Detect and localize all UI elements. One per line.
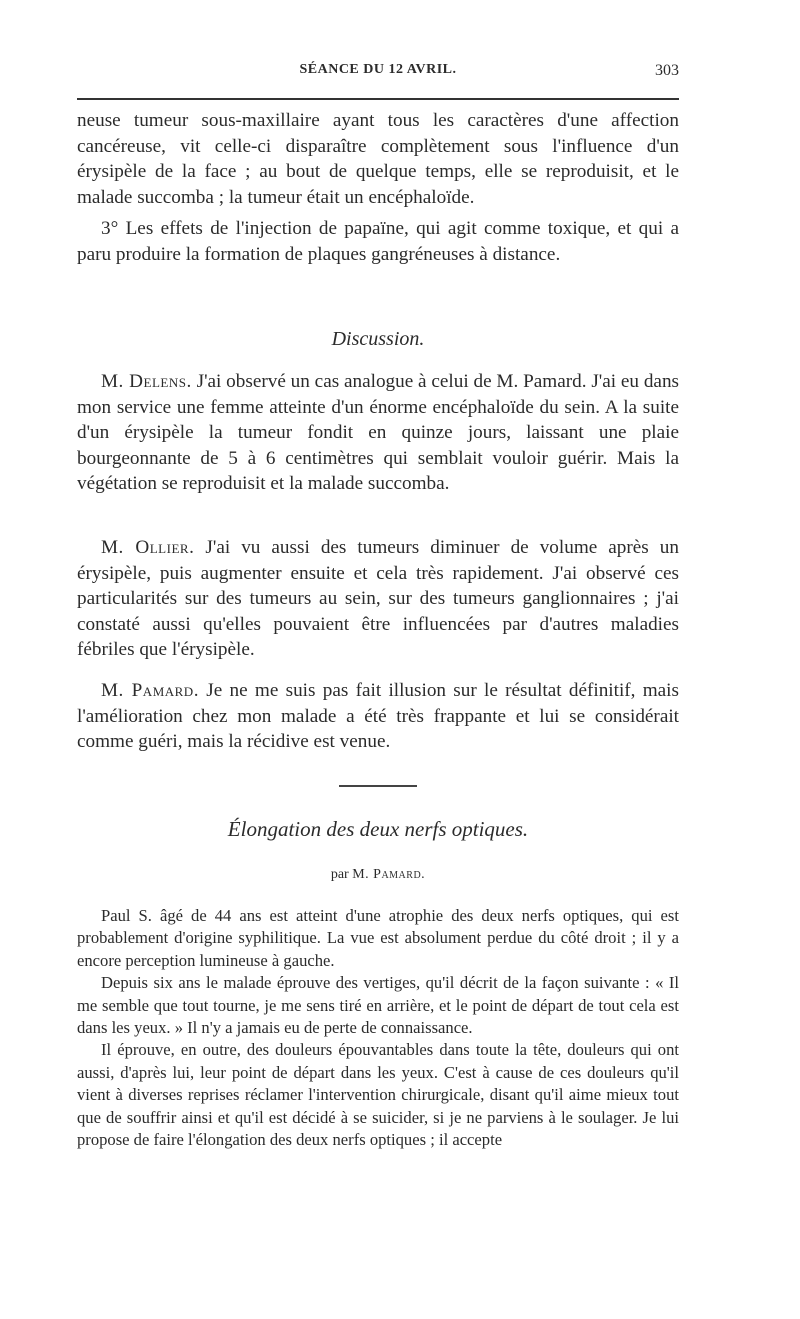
book-page (77, 0, 679, 1319)
discussion-delens (77, 369, 679, 497)
delens-text: J'ai observé un cas analogue à celui de M. Pamard. J'ai eu dans mon service une femme atteinte d'un énorme encéphaloïde du sein. A la suite d'un érysipèle la tumeur fondit en quinze jours, laissant une plaie bourgeonnante de 5 à 6 centimètres qui semblait vouloir guérir. Mais la végétation se reproduisit et la malade succomba. (77, 371, 680, 495)
page-number: 303 (655, 62, 679, 79)
running-head (77, 62, 679, 86)
discussion-ollier (77, 535, 679, 663)
speaker-delens: M. Delens. (101, 371, 192, 392)
pamard-paragraph (77, 678, 679, 755)
speaker-ollier: M. Ollier. (101, 537, 195, 558)
running-title: SÉANCE DU 12 AVRIL. (299, 62, 457, 77)
article-paragraph-1: Paul S. âgé de 44 ans est atteint d'une atrophie des deux nerfs optiques, qui est probablement d'origine syphilitique. La vue est absolument perdue du côté droit ; il y a encore perception lumineuse à gauche. (77, 906, 679, 970)
discussion-heading: Discussion. (331, 328, 425, 350)
header-rule (77, 98, 679, 100)
article-paragraph-2: Depuis six ans le malade éprouve des vertiges, qu'il décrit de la façon suivante : « Il me semble que tout tourne, je me sens tiré en arrière, et le point de départ de tout cela est dans les yeux. » Il n'y a jamais eu de perte de connaissance. (77, 973, 679, 1038)
section-separator (339, 785, 417, 787)
intro-section (77, 108, 679, 268)
delens-paragraph (77, 369, 679, 497)
point-three-paragraph: 3° Les effets de l'injection de papaïne, qui agit comme toxique, et qui a paru produire la formation de plaques gangréneuses à distance. (77, 218, 679, 265)
speaker-pamard: M. Pamard. (101, 680, 199, 701)
byline-author: M. Pamard. (352, 867, 426, 882)
article-body (77, 905, 679, 1151)
ollier-paragraph (77, 535, 679, 663)
article-byline (77, 867, 679, 883)
discussion-pamard (77, 678, 679, 755)
article-paragraph-3: Il éprouve, en outre, des douleurs épouvantables dans toute la tête, douleurs qui ont aussi, d'après lui, leur point de départ dans les yeux. C'est à cause de ces douleurs qu'il vient à diverses reprises réclamer l'intervention chirurgicale, disant qu'il aime mieux tout que de souffrir ainsi et qu'il est décidé à se suicider, si je ne parviens à le soulager. Je lui propose de faire l'élongation des deux nerfs optiques ; il accepte (77, 1040, 679, 1150)
ollier-text: J'ai vu aussi des tumeurs diminuer de volume après un érysipèle, puis augmenter ensuite et cela très rapidement. J'ai observé ces particularités sur des tumeurs au sein, sur des tumeurs ganglionnaires ; j'ai constaté aussi qu'elles pouvaient être influencées par d'autres maladies fébriles que l'érysipèle. (77, 537, 679, 661)
article-title: Élongation des deux nerfs optiques. (227, 817, 529, 841)
continued-paragraph: neuse tumeur sous-maxillaire ayant tous les caractères d'une affection cancéreuse, vit celle-ci disparaître complètement sous l'influence d'un érysipèle de la face ; au bout de quelque temps, elle se reproduisit, et le malade succomba ; la tumeur était un encéphaloïde. (77, 110, 679, 208)
byline-prefix: par (330, 867, 353, 882)
pamard-text: Je ne me suis pas fait illusion sur le résultat définitif, mais l'amélioration chez mon malade a été très frappante et lui se considérait comme guéri, mais la récidive est venue. (77, 680, 679, 753)
